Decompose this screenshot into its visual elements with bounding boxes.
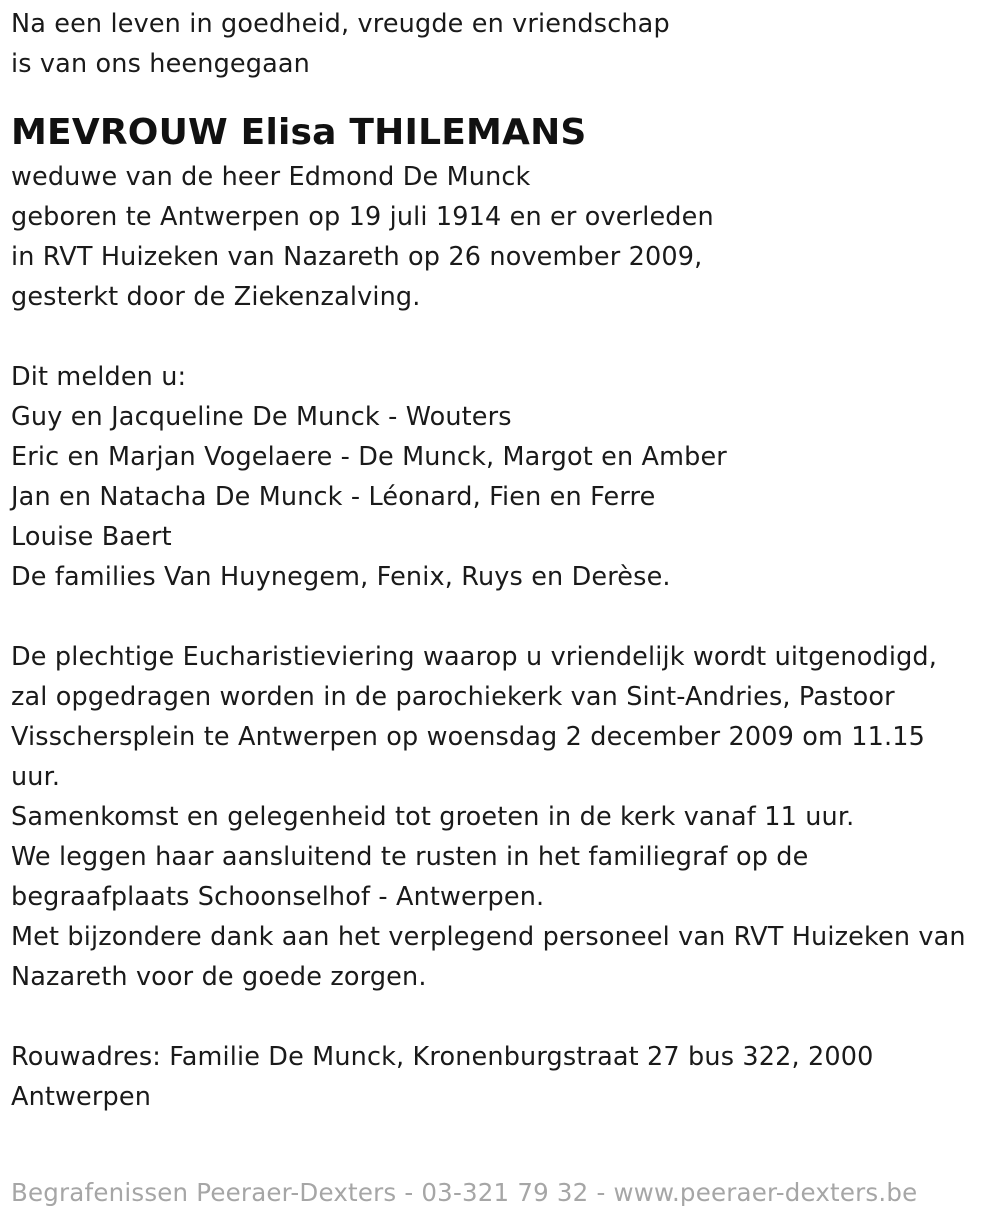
ceremony-line: Samenkomst en gelegenheid tot groeten in de kerk vanaf 11 uur. <box>11 802 855 832</box>
announcer-line: Eric en Marjan Vogelaere - De Munck, Margot en Amber <box>11 442 727 472</box>
announcer-line: De families Van Huynegem, Fenix, Ruys en Derèse. <box>11 562 671 592</box>
ceremony-line: Visschersplein te Antwerpen op woensdag 2 december 2009 om 11.15 <box>11 722 926 752</box>
intro-section <box>11 4 991 84</box>
details-section <box>11 157 991 317</box>
ceremony-line: begraafplaats Schoonselhof - Antwerpen. <box>11 882 545 912</box>
detail-line: weduwe van de heer Edmond De Munck <box>11 162 531 192</box>
announcer-line: Louise Baert <box>11 522 172 552</box>
detail-line: geboren te Antwerpen op 19 juli 1914 en er overleden <box>11 202 714 232</box>
address-line: Rouwadres: Familie De Munck, Kronenburgstraat 27 bus 322, 2000 <box>11 1042 874 1072</box>
ceremony-line: De plechtige Eucharistieviering waarop u vriendelijk wordt uitgenodigd, <box>11 642 937 672</box>
ceremony-line: Nazareth voor de goede zorgen. <box>11 962 427 992</box>
intro-line: Na een leven in goedheid, vreugde en vriendschap <box>11 9 670 39</box>
ceremony-line: zal opgedragen worden in de parochiekerk van Sint-Andries, Pastoor <box>11 682 895 712</box>
funeral-home-footer: Begrafenissen Peeraer-Dexters - 03-321 79 32 - www.peeraer-dexters.be <box>11 1178 918 1207</box>
spacer <box>11 84 991 109</box>
intro-line: is van ons heengegaan <box>11 49 310 79</box>
announcers-section <box>11 357 991 597</box>
spacer <box>11 597 991 637</box>
ceremony-line: We leggen haar aansluitend te rusten in het familiegraf op de <box>11 842 809 872</box>
detail-line: gesterkt door de Ziekenzalving. <box>11 282 421 312</box>
address-section <box>11 1037 991 1117</box>
announcer-line: Jan en Natacha De Munck - Léonard, Fien en Ferre <box>11 482 656 512</box>
ceremony-line: uur. <box>11 762 61 792</box>
detail-line: in RVT Huizeken van Nazareth op 26 november 2009, <box>11 242 703 272</box>
ceremony-section <box>11 637 991 997</box>
announcer-line: Guy en Jacqueline De Munck - Wouters <box>11 402 512 432</box>
announcers-heading: Dit melden u: <box>11 362 187 392</box>
spacer <box>11 317 991 357</box>
spacer <box>11 997 991 1037</box>
address-line: Antwerpen <box>11 1082 152 1112</box>
ceremony-line: Met bijzondere dank aan het verplegend personeel van RVT Huizeken van <box>11 922 966 952</box>
obituary-notice <box>11 4 991 1117</box>
deceased-name: MEVROUW Elisa THILEMANS <box>11 112 587 153</box>
